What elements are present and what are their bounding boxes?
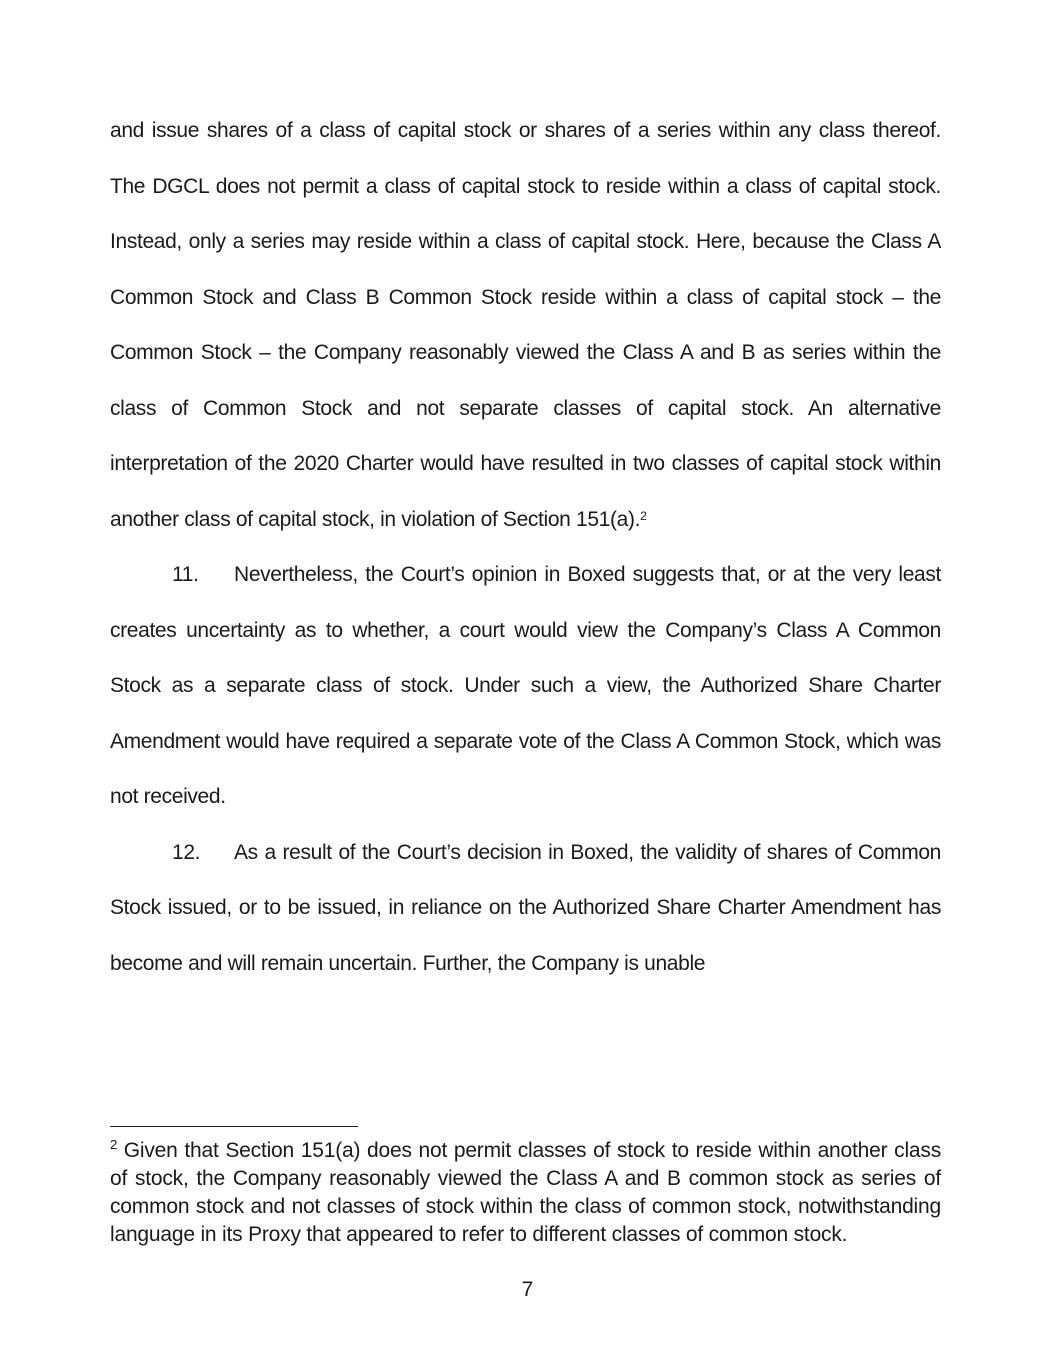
footnote-text: Given that Section 151(a) does not permit classes of stock to reside within another class of stock, the Company reasonably viewed the Class A and B common stock as series of common stock and not classes of stock within the class of common stock, notwithstanding language in its Proxy that appeared to refer to different classes of common stock.: [110, 1139, 941, 1246]
paragraph-text: Nevertheless, the Court’s opinion in Boxed suggests that, or at the very least creates uncertainty as to whether, a court would view the Company’s Class A Common Stock as a separate class of stock. Under such a view, the Authorized Share Charter Amendment would have required a separate vote of the Class A Common Stock, which was not received.: [110, 563, 941, 808]
paragraph-number: 11.: [172, 563, 199, 586]
paragraph-text: and issue shares of a class of capital stock or shares of a series within any class thereof. The DGCL does not permit a class of capital stock to reside within a class of capital stock. Instead, only a series may reside within a class of capital stock. Here, because the Class A Common Stock and Class B Common Stock reside within a class of capital stock – the Common Stock – the Company reasonably viewed the Class A and B as series within the class of Common Stock and not separate classes of capital stock. An alternative interpretation of the 2020 Charter would have resulted in two classes of capital stock within another class of capital stock, in violation of Section 151(a).: [110, 119, 941, 531]
footnote-reference: 2: [640, 508, 647, 523]
paragraph-continuation: [110, 103, 941, 547]
body-text: [110, 103, 941, 991]
paragraph-12: [110, 825, 941, 992]
paragraph-text: As a result of the Court’s decision in Boxed, the validity of shares of Common Stock issued, or to be issued, in reliance on the Authorized Share Charter Amendment has become and will remain uncertain. Further, the Company is unable: [110, 840, 941, 975]
footnote-separator: [110, 1126, 358, 1127]
footnote: [110, 1137, 941, 1249]
footnote-marker: 2: [110, 1137, 118, 1152]
paragraph-11: [110, 547, 941, 825]
page-number: 7: [521, 1278, 534, 1301]
paragraph-number: 12.: [172, 840, 201, 864]
